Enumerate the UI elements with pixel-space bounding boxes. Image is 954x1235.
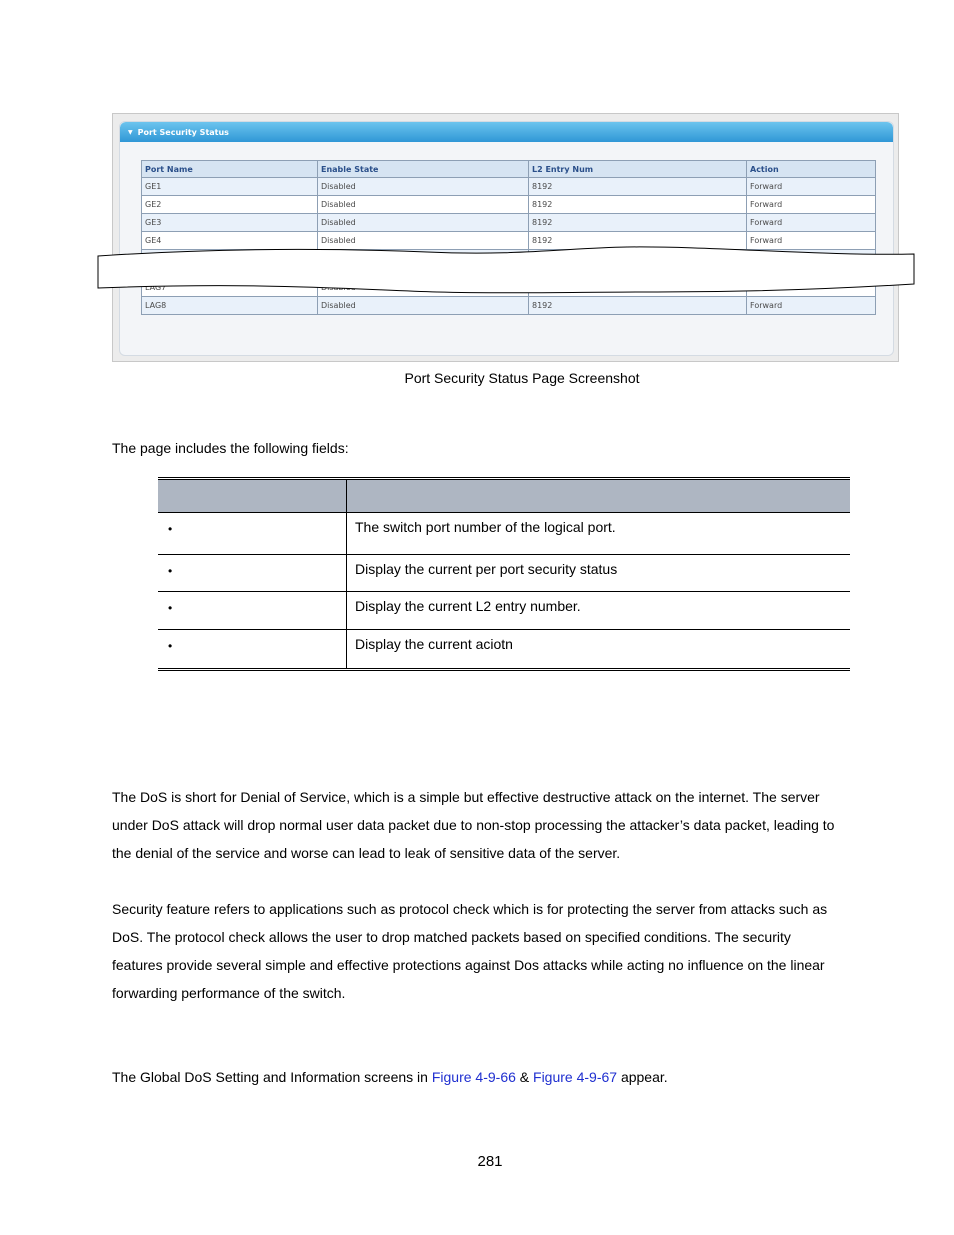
cell-port: GE1: [142, 178, 318, 196]
port-security-screenshot: [112, 113, 899, 362]
fields-header-row: [158, 480, 850, 513]
port-security-panel: [119, 121, 894, 356]
bullet-icon: •: [168, 522, 173, 536]
bullet-icon: •: [168, 564, 173, 578]
panel-title: Port Security Status: [137, 127, 229, 137]
cell-state: Disabled: [318, 196, 529, 214]
ref-text-before: The Global DoS Setting and Information screens in: [112, 1069, 432, 1085]
ref-text-after: appear.: [617, 1069, 668, 1085]
figure-reference-paragraph: [112, 1063, 842, 1091]
cell-l2: 8192: [529, 214, 747, 232]
cell-port: LAG7: [142, 279, 318, 297]
cell-action: Forward: [747, 297, 876, 315]
cell-port: GE4: [142, 232, 318, 250]
field-description: The switch port number of the logical port.: [355, 519, 616, 535]
cell-action: Forward: [747, 214, 876, 232]
table-row: [142, 196, 876, 214]
table-row: [158, 592, 850, 630]
cell-action: Forward: [747, 232, 876, 250]
table-row: [142, 178, 876, 196]
table-row: [142, 297, 876, 315]
cell-port: GE2: [142, 196, 318, 214]
figure-link-4-9-66[interactable]: Figure 4-9-66: [431, 1069, 516, 1085]
ref-text-mid: &: [515, 1069, 534, 1085]
dos-paragraph: The DoS is short for Denial of Service, which is a simple but effective destructive attack on the internet. The server under DoS attack will drop normal user data packet due to non-stop processing the attacker’s data packet, leading to the denial of the service and worse can lead to leak of sensitive data of the server.: [112, 789, 835, 861]
col-enable-state: Enable State: [318, 161, 529, 178]
table-row: [158, 513, 850, 555]
torn-edge-overlay: [97, 246, 915, 296]
cell-state: Disabled: [318, 232, 529, 250]
cell-l2: 8192: [529, 297, 747, 315]
col-action: Action: [747, 161, 876, 178]
cell-state: Disabled: [318, 214, 529, 232]
field-description: Display the current aciotn: [355, 636, 513, 652]
figure-link-4-9-67[interactable]: Figure 4-9-67: [533, 1069, 618, 1085]
table-row: [158, 630, 850, 668]
collapse-triangle-icon[interactable]: ▼: [128, 128, 133, 136]
cell-l2: 8192: [529, 232, 747, 250]
col-l2-entry-num: L2 Entry Num: [529, 161, 747, 178]
figure-caption: Port Security Status Page Screenshot: [404, 370, 640, 386]
cell-state: Disabled: [318, 178, 529, 196]
fields-intro: The page includes the following fields:: [112, 440, 349, 456]
cell-action: Forward: [747, 196, 876, 214]
panel-header[interactable]: [120, 122, 893, 142]
cell-action: Forward: [747, 178, 876, 196]
table-row: [158, 555, 850, 592]
bullet-icon: •: [168, 639, 173, 653]
cell-l2: 8192: [529, 196, 747, 214]
fields-table: [158, 477, 850, 671]
cell-port: GE3: [142, 214, 318, 232]
col-port-name: Port Name: [142, 161, 318, 178]
security-paragraph: Security feature refers to applications such as protocol check which is for protecting the server from attacks such as DoS. The protocol check allows the user to drop matched packets based on specified conditions. The security features provide several simple and effective protections against Dos attacks while acting no influence on the linear forwarding performance of the switch.: [112, 901, 828, 1001]
cell-state: Disabled: [318, 297, 529, 315]
cell-l2: 8192: [529, 178, 747, 196]
field-description: Display the current per port security status: [355, 561, 618, 577]
cell-port: LAG8: [142, 297, 318, 315]
bullet-icon: •: [168, 601, 173, 615]
field-description: Display the current L2 entry number.: [355, 598, 581, 614]
page-number: 281: [477, 1153, 503, 1170]
table-row: [142, 214, 876, 232]
